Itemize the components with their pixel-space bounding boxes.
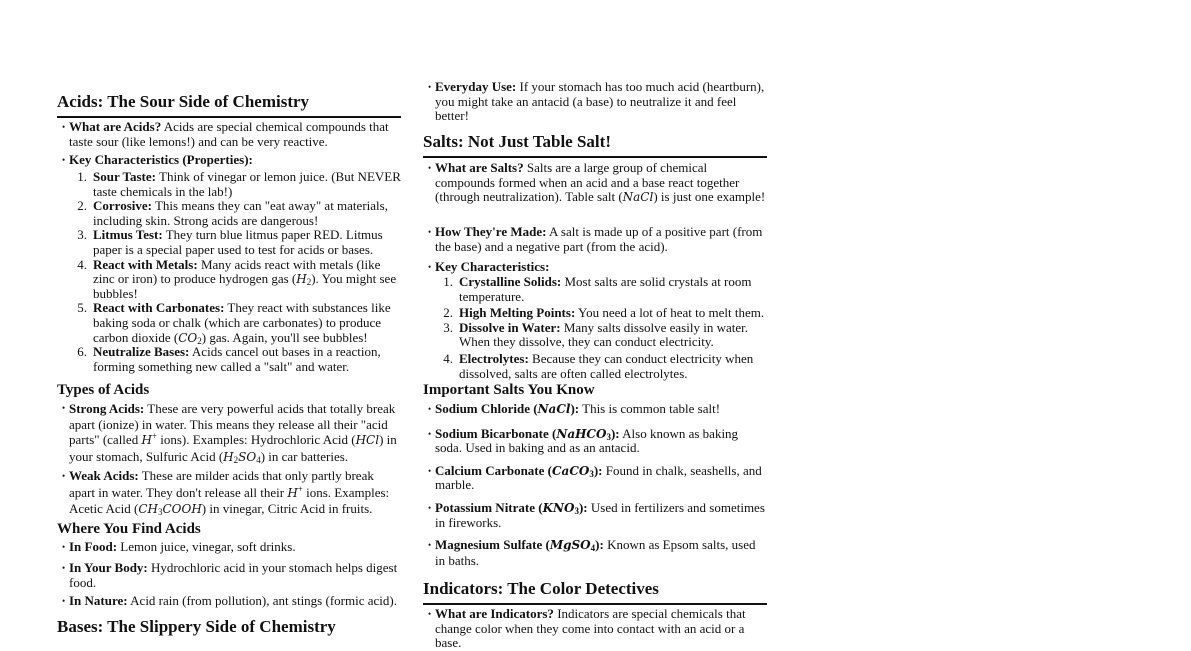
salts-section-title: Salts: Not Just Table Salt! (423, 132, 767, 158)
acid-types-list-weak (57, 468, 401, 518)
indicators-list (423, 607, 767, 651)
list-item: • What are Acids? Acids are special chemical compounds that taste sour (like lemons!) and can be very reactive. (57, 120, 401, 149)
list-item: • What are Indicators? Indicators are special chemicals that change color when they come into contact with an acid or a base. (423, 607, 767, 651)
acid-properties-list (57, 170, 401, 374)
bases-uses-list (423, 80, 767, 124)
list-item: 2. High Melting Points: You need a lot of heat to melt them. (443, 305, 765, 321)
acid-types-list (57, 401, 401, 465)
salt-properties-list (423, 275, 767, 381)
list-item: 5. React with Carbonates: They react with substances like baking soda or chalk (which are carbonates) to produce carbon dioxide $(CO_2)$ gas. Again, you'll see bubbles! (77, 300, 391, 346)
list-item: • Everyday Use: If your stomach has too much acid (heartburn), you might take an antacid (a base) to neutralize it and feel better! (423, 80, 767, 124)
salts-key-list (423, 260, 767, 275)
list-item: 3. Litmus Test: They turn blue litmus paper RED. Litmus paper is a special paper used to test for acids or bases. (77, 227, 383, 257)
list-item: 6. Neutralize Bases: Acids cancel out bases in a reaction, forming something new called a "salt" and water. (77, 344, 381, 374)
list-item: • Sodium Bicarbonate (NaHCO$_3$): Also known as baking soda. Used in baking and as an antacid. (423, 427, 767, 456)
acids-section-title: Acids: The Sour Side of Chemistry (57, 92, 401, 118)
list-item: • Magnesium Sulfate (MgSO$_4$): Known as Epsom salts, used in baths. (423, 537, 767, 569)
important-salts-list (423, 402, 767, 569)
where-acids-list (57, 540, 401, 555)
where-acids-list-2 (57, 561, 401, 590)
list-item: • Key Characteristics (Properties): (57, 153, 401, 168)
list-item: • Key Characteristics: (423, 260, 767, 275)
where-acids-list-3 (57, 594, 401, 609)
types-of-acids-heading: Types of Acids (57, 382, 150, 398)
list-item: • Weak Acids: These are milder acids that only partly break apart in water. They don't release all their H+ ions. Examples: Acetic Acid $(CH_3COOH)$ in vinegar, Citric Acid in fruits. (57, 468, 401, 518)
list-item: • In Your Body: Hydrochloric acid in your stomach helps digest food. (57, 561, 401, 590)
list-item: • Strong Acids: These are very powerful acids that totally break apart (ionize) in water. This means they release all their "acid parts" (called H+ ions). Examples: Hydrochloric Acid (HCl) in your stomach, Sulfuric Acid $(H_2SO_4)$ in car batteries. (57, 401, 401, 465)
list-item: 4. React with Metals: Many acids react with metals (like zinc or iron) to produce hydrogen gas $(H_2)$. You might see bubbles! (77, 256, 397, 301)
list-item: • Sodium Chloride (NaCl): This is common table salt! (423, 402, 767, 417)
salts-how-list (423, 225, 767, 254)
bases-section-title: Bases: The Slippery Side of Chemistry (57, 617, 336, 636)
acids-key-list (57, 153, 401, 168)
list-item: • How They're Made: A salt is made up of a positive part (from the base) and a negative part (from the acid). (423, 225, 767, 254)
list-item: 2. Corrosive: This means they can "eat away" at materials, including skin. Strong acids are dangerous! (77, 198, 388, 228)
list-item: • Potassium Nitrate $(KNO_3)$: Used in fertilizers and sometimes in fireworks. (423, 501, 767, 530)
list-item: • What are Salts? Salts are a large group of chemical compounds formed when an acid and a base react together (through neutralization). Table salt (NaCl) is just one example! (423, 161, 767, 205)
acids-intro-list (57, 120, 401, 149)
list-item: • In Food: Lemon juice, vinegar, soft drinks. (57, 540, 401, 555)
salts-intro-list (423, 161, 767, 205)
list-item: 1. Sour Taste: Think of vinegar or lemon juice. (But NEVER taste chemicals in the lab!) (77, 169, 401, 199)
list-item: • Calcium Carbonate (CaCO$_3$): Found in chalk, seashells, and marble. (423, 464, 767, 493)
where-acids-heading: Where You Find Acids (57, 521, 201, 537)
important-salts-heading: Important Salts You Know (423, 382, 595, 398)
indicators-section-title: Indicators: The Color Detectives (423, 579, 767, 605)
list-item: 4. Electrolytes: Because they can conduct electricity when dissolved, salts are often called electrolytes. (443, 350, 754, 381)
list-item: 3. Dissolve in Water: Many salts dissolve easily in water. When they dissolve, they can conduct electricity. (443, 319, 748, 350)
list-item: • In Nature: Acid rain (from pollution), ant stings (formic acid). (57, 594, 401, 609)
list-item: 1. Crystalline Solids: Most salts are solid crystals at room temperature. (443, 274, 752, 304)
